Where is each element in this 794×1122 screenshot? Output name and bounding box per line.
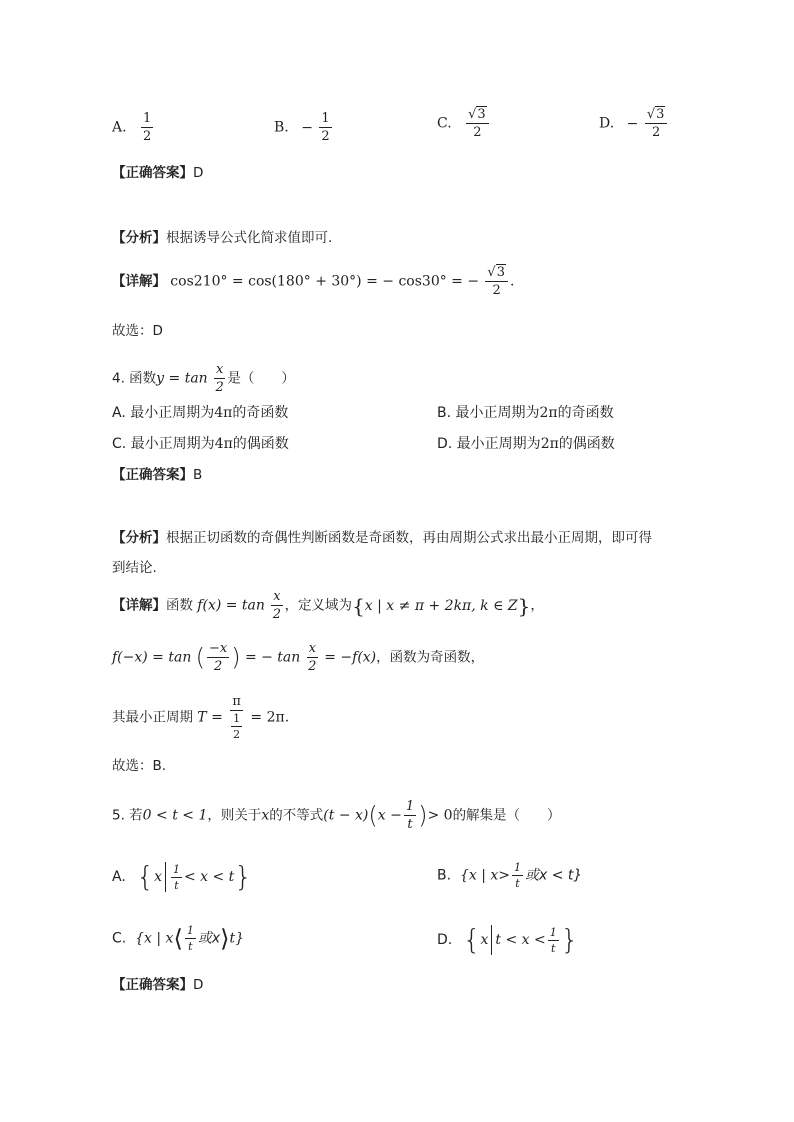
q3-option-b: B. − $\frac{1}{2}$	[274, 111, 330, 144]
q3-option-c: C. $\frac{√3}{2}$	[437, 108, 491, 139]
q5-answer: 【正确答案】D	[112, 977, 204, 993]
q5-stem: 5. 若0 < t < 1，则关于x的不等式(t − x)(x − $\frac{1}{t}$ )> 0的解集是（ ）	[112, 799, 561, 832]
q5-option-c: C. {x | x⟨ $\frac{1}{t}$ 或x⟩t}	[112, 924, 245, 953]
q5-option-d: D. {x t < x < $\frac{1}{t}$ }	[437, 923, 579, 956]
q4-option-d: D. 最小正周期为2π的偶函数	[437, 436, 615, 452]
q3-choose: 故选：D	[112, 323, 163, 339]
q4-stem: 4. 函数y = tan $\frac{x}{2}$ 是（ ）	[112, 362, 295, 395]
q3-option-d: D. − $\frac{√3}{2}$	[599, 108, 669, 139]
q3-answer: 【正确答案】D	[112, 165, 204, 181]
q3-option-a: A. $\frac{1}{2}$	[112, 111, 152, 144]
q4-detail: 【详解】函数 f(x) = tan $\frac{x}{2}$ ，定义域为{x | x ≠ π + 2kπ, k ∈ Z}，	[112, 589, 544, 622]
q4-analysis-cont: 到结论.	[112, 560, 157, 576]
q4-analysis: 【分析】根据正切函数的奇偶性判断函数是奇函数，再由周期公式求出最小正周期，即可得	[112, 530, 652, 546]
q4-option-a: A. 最小正周期为4π的奇函数	[112, 405, 289, 421]
q4-option-c: C. 最小正周期为4π的偶函数	[112, 436, 289, 452]
q5-option-a: A. {x $\frac{1}{t}$ < x < t}	[112, 860, 253, 893]
q5-option-b: B. {x | x> $\frac{1}{t}$ 或x < t}	[437, 861, 583, 890]
q4-period: 其最小正周期 T = $\frac{\pi}{\frac{1}{2}}$ = 2π.	[112, 694, 290, 741]
q4-choose: 故选：B.	[112, 758, 167, 774]
q3-detail: 【详解】 cos210° = cos(180° + 30°) = − cos30° = − $\frac{√3}{2}$ .	[112, 265, 515, 298]
q4-option-b: B. 最小正周期为2π的奇函数	[437, 405, 614, 421]
q4-answer: 【正确答案】B	[112, 467, 203, 483]
q4-odd-check: f(−x) = tan ( $\frac{-x}{2}$ ) = − tan $\frac{x}{2}$ = −f(x)，函数为奇函数，	[112, 641, 485, 674]
q3-analysis: 【分析】根据诱导公式化简求值即可.	[112, 230, 333, 246]
